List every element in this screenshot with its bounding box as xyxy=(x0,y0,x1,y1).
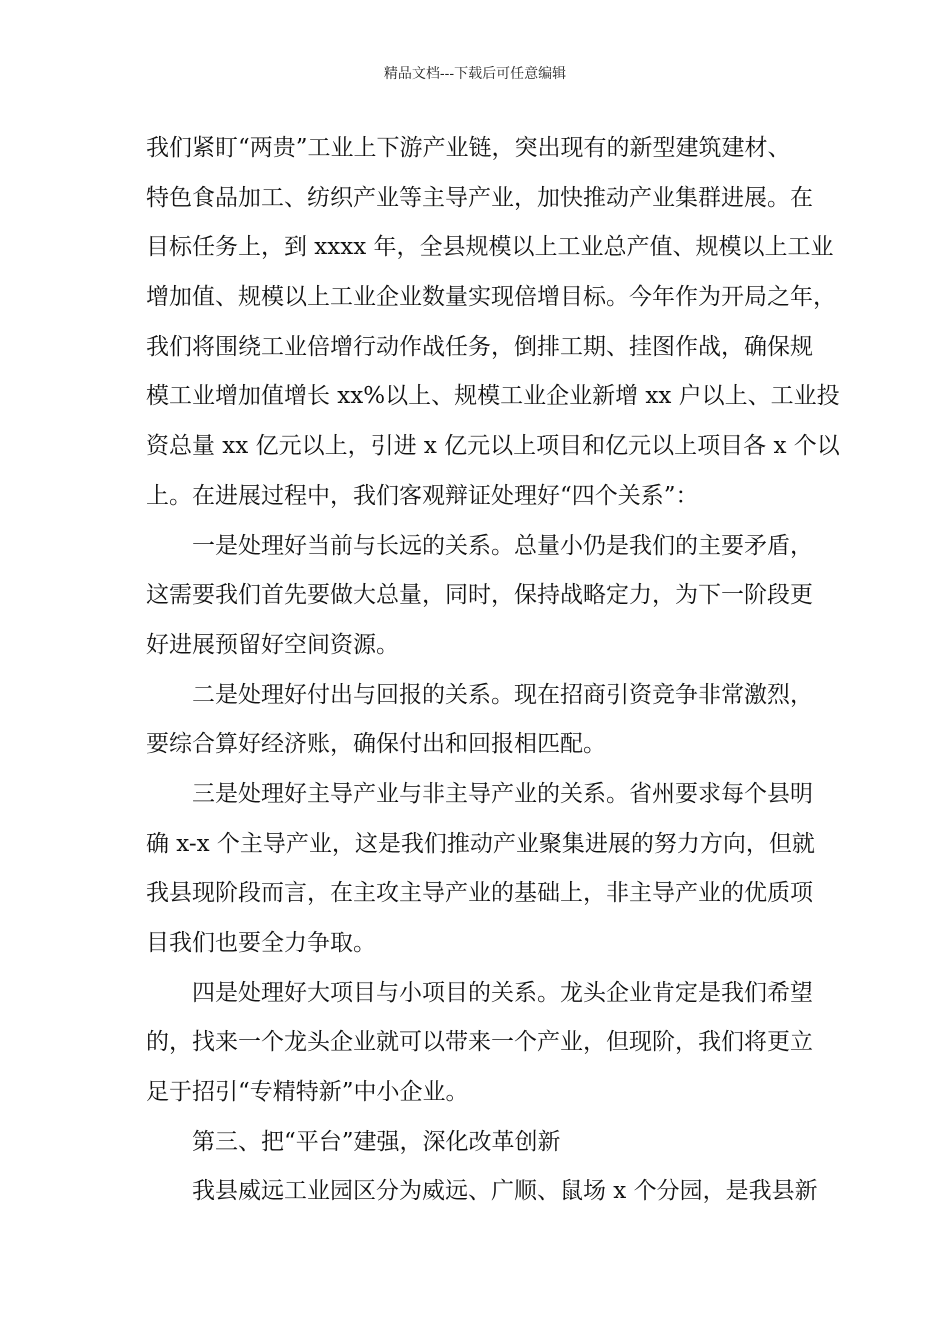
text-line: 第三、把“平台”建强，深化改革创新 xyxy=(192,1128,561,1155)
text-line: 四是处理好大项目与小项目的关系。龙头企业肯定是我们希望 xyxy=(192,979,813,1006)
text-line: 我县威远工业园区分为威远、广顺、鼠场 x 个分园，是我县新 xyxy=(192,1178,818,1205)
text-line: 这需要我们首先要做大总量，同时，保持战略定力，为下一阶段更 xyxy=(146,582,813,609)
text-line: 足于招引“专精特新”中小企业。 xyxy=(146,1079,469,1106)
text-line: 确 x-x 个主导产业，这是我们推动产业聚集进展的努力方向，但就 xyxy=(146,830,815,857)
text-line: 目标任务上，到 xxxx 年，全县规模以上工业总产值、规模以上工业 xyxy=(146,234,834,261)
document-body xyxy=(146,124,840,1217)
text-line: 模工业增加值增长 xx%以上、规模工业企业新增 xx 户以上、工业投 xyxy=(146,383,840,410)
text-line: 增加值、规模以上工业企业数量实现倍增目标。今年作为开局之年， xyxy=(146,284,836,311)
text-line: 目我们也要全力争取。 xyxy=(146,930,376,956)
page-header: 精品文档---下载后可任意编辑 xyxy=(383,66,567,82)
text-line: 三是处理好主导产业与非主导产业的关系。省州要求每个县明 xyxy=(192,780,813,807)
text-line: 我县现阶段而言，在主攻主导产业的基础上，非主导产业的优质项 xyxy=(146,880,813,907)
text-line: 资总量 xx 亿元以上，引进 x 亿元以上项目和亿元以上项目各 x 个以 xyxy=(146,433,840,460)
text-line: 二是处理好付出与回报的关系。现在招商引资竞争非常激烈， xyxy=(192,681,813,708)
text-line: 我们将围绕工业倍增行动作战任务，倒排工期、挂图作战，确保规 xyxy=(146,333,813,360)
text-line: 我们紧盯“两贵”工业上下游产业链，突出现有的新型建筑建材、 xyxy=(146,135,791,161)
text-line: 特色食品加工、纺织产业等主导产业，加快推动产业集群进展。在 xyxy=(146,184,813,211)
text-line: 一是处理好当前与长远的关系。总量小仍是我们的主要矛盾， xyxy=(192,532,813,559)
text-line: 要综合算好经济账，确保付出和回报相匹配。 xyxy=(146,731,606,758)
text-line: 好进展预留好空间资源。 xyxy=(146,631,399,658)
text-line: 的，找来一个龙头企业就可以带来一个产业，但现阶，我们将更立 xyxy=(146,1029,813,1056)
text-line: 上。在进展过程中，我们客观辩证处理好“四个关系”： xyxy=(146,482,699,509)
